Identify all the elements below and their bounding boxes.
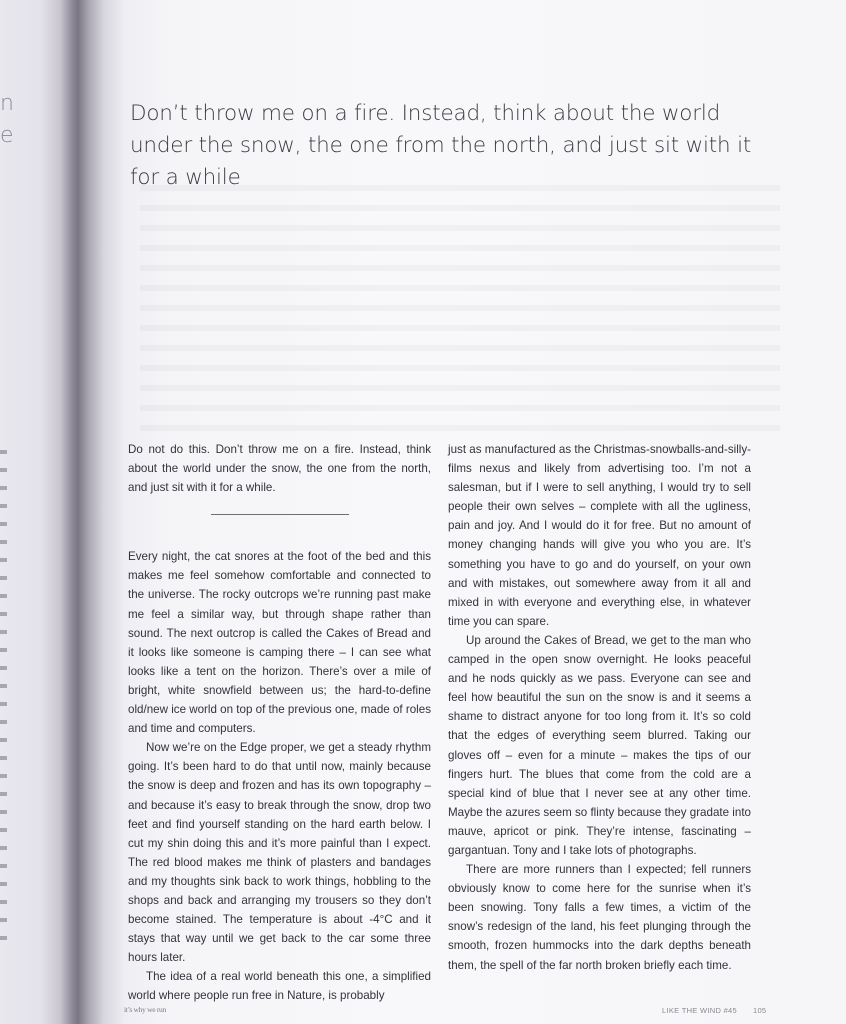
text-fragment — [0, 684, 7, 688]
body-paragraph: just as manufactured as the Christmas-snowballs-and-silly-films nexus and likely from advertising too. I’m not a salesman, but if I were to sell anything, I would try to sell people their own selves – complete with all the ugliness, pain and joy. And I would do it for free. But no amount of money changing hands will give you who you are. It’s something you have to go and do yourself, on your own and with mistakes, out somewhere away from it all and mixed in with everyone and everything else, in whatever time you can spare. — [448, 443, 751, 628]
body-paragraph: There are more runners than I expected; fell runners obviously know to come here for the sunrise when it’s been snowing. Tony falls a few times, a victim of the snow’s redesign of the land, his feet plunging through the smooth, frozen hummocks into the dark depths beneath them, the spell of the far north broken briefly each time. — [448, 863, 751, 972]
text-fragment — [0, 774, 7, 778]
text-fragment — [0, 486, 7, 490]
text-fragment — [0, 522, 7, 526]
text-fragment — [0, 864, 7, 868]
text-fragment — [0, 720, 7, 724]
text-fragment — [0, 900, 7, 904]
footer-folio — [662, 1006, 766, 1015]
text-fragment — [0, 792, 7, 796]
facing-page-letter: n — [0, 91, 14, 116]
text-fragment — [0, 702, 7, 706]
facing-page-edge — [0, 88, 14, 152]
standfirst-pull-quote: Don’t throw me on a fire. Instead, think about the world under the snow, the one from the north, and just sit with it for a while — [130, 101, 752, 191]
text-fragment — [0, 540, 7, 544]
text-fragment — [0, 756, 7, 760]
text-fragment — [0, 738, 7, 742]
intro-paragraph: Do not do this. Don’t throw me on a fire. Instead, think about the world under the snow, the one from the north, and just sit with it for a while. — [128, 443, 431, 495]
text-fragment — [0, 828, 7, 832]
magazine-issue: LIKE THE WIND #45 — [662, 1006, 737, 1015]
text-fragment — [0, 468, 7, 472]
text-fragment — [0, 810, 7, 814]
section-divider — [211, 514, 349, 515]
text-fragment — [0, 630, 7, 634]
text-fragment — [0, 504, 7, 508]
text-fragment — [0, 882, 7, 886]
text-fragment — [0, 576, 7, 580]
left-column — [128, 440, 431, 1006]
text-fragment — [0, 558, 7, 562]
text-fragment — [0, 666, 7, 670]
page-number: 105 — [752, 1006, 767, 1015]
text-fragment — [0, 918, 7, 922]
right-column — [448, 440, 751, 975]
body-paragraph: The idea of a real world beneath this one, a simplified world where people run free in Nature, is probably — [128, 970, 431, 1003]
text-fragment — [0, 594, 7, 598]
footer-tagline: it’s why we run — [124, 1005, 166, 1014]
text-fragment — [0, 936, 7, 940]
facing-page-letter: e — [0, 123, 14, 148]
body-paragraph: Up around the Cakes of Bread, we get to the man who camped in the open snow overnight. He looks peaceful and he nods quickly as we pass. Everyone can see and feel how beautiful the sun on the snow is and it seems a shame to distract anyone for too long from it. It’s so cold that the edges of everything seem blurred. Taking our gloves off – even for a minute – makes the tips of our fingers hurt. The blues that come from the cold are a special kind of blue that I never see at any other time. Maybe the azures seem so flinty because they gradate into mauve, apricot or pink. They’re intense, fascinating – gargantuan. Tony and I take lots of photographs. — [448, 633, 751, 857]
text-fragment — [0, 846, 7, 850]
text-fragment — [0, 450, 7, 454]
body-paragraph: Every night, the cat snores at the foot of the bed and this makes me feel somehow comfortable and connected to the universe. The rocky outcrops we’re running past make me feel a similar way, but through shape rather than sound. The next outcrop is called the Cakes of Bread and it looks like someone is camping there – I can see what looks like a tent on the horizon. There’s over a mile of bright, white snowfield between us; the hard-to-define old/new ice world on top of the previous one, made of roles and time and computers. — [128, 550, 431, 736]
facing-page-text-fragments — [0, 450, 8, 954]
body-paragraph: Now we’re on the Edge proper, we get a steady rhythm going. It’s been hard to do that until now, mainly because the snow is deep and frozen and has its own topography – and because it’s easy to break through the snow, drop two feet and find yourself standing on the hard earth below. I cut my shin doing this and it’s more painful than I expect. The red blood makes me think of plasters and bandages and my thoughts sink back to work things, hobbling to the shops and back and arranging my trousers so they don’t become stained. The temperature is about -4°C and it stays that way until we get back to the car some three hours later. — [128, 741, 431, 965]
text-fragment — [0, 648, 7, 652]
text-fragment — [0, 612, 7, 616]
